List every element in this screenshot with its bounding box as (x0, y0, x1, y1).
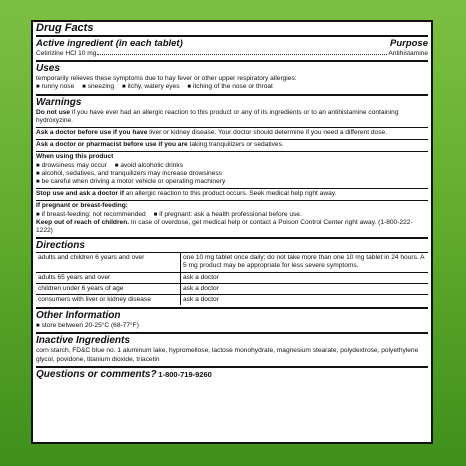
directions-what: ask a doctor (181, 295, 429, 306)
divider (36, 151, 428, 152)
when-using-heading: When using this product (36, 153, 114, 161)
directions-who: adults and children 6 years and over (36, 253, 181, 272)
drug-facts-title: Drug Facts (36, 22, 94, 34)
keep-out-label: Keep out of reach of children. (36, 218, 130, 226)
ask-pharmacist-warning (36, 141, 428, 149)
directions-what: ask a doctor (181, 283, 429, 294)
leader-dots (97, 54, 387, 55)
directions-heading: Directions (36, 240, 85, 252)
table-row (36, 253, 428, 272)
do-not-use-text: if you have ever had an allergic reaction to this product or any of its ingredients or to an antihistamine containing hydroxyzine. (36, 108, 399, 124)
when-using-item: ■ drowsiness may occur (36, 162, 107, 169)
divider (36, 200, 428, 201)
warnings-heading: Warnings (36, 96, 82, 108)
when-using-item: ■ be careful when driving a motor vehicle or operating machinery (36, 178, 428, 186)
when-using-item: ■ alcohol, sedatives, and tranquilizers may increase drowsiness (36, 170, 428, 178)
ask-doctor-warning (36, 129, 428, 137)
directions-what: one 10 mg tablet once daily; do not take more than one 10 mg tablet in 24 hours. A 5 mg product may be appropriate for less severe symptoms. (181, 253, 429, 272)
uses-item: ■ itchy, watery eyes (122, 83, 180, 90)
other-information-heading: Other Information (36, 310, 121, 322)
uses-heading: Uses (36, 63, 60, 75)
inactive-ingredients-section (36, 332, 428, 365)
uses-text: temporarily relieves these symptoms due to hay fever or other upper respiratory allergies: (36, 75, 297, 83)
ask-pharmacist-label: Ask a doctor or pharmacist before use if you are (36, 141, 188, 149)
ask-doctor-text: liver or kidney disease. Your doctor should determine if you need a different dose. (147, 129, 388, 137)
questions-phone: 1-800-719-9260 (158, 369, 212, 379)
table-row (36, 272, 428, 283)
when-using-row (36, 162, 428, 170)
stop-use-label: Stop use and ask a doctor if (36, 190, 124, 198)
active-ingredient-heading: Active ingredient (in each tablet) (36, 38, 183, 49)
do-not-use-label: Do not use (36, 108, 71, 116)
keep-out-of-reach-warning (36, 219, 428, 235)
drug-facts-panel (31, 20, 433, 444)
uses-section (36, 60, 428, 93)
stop-use-warning (36, 190, 428, 198)
uses-list (36, 83, 428, 91)
warnings-section (36, 94, 428, 238)
directions-who: adults 65 years and over (36, 272, 181, 283)
ask-doctor-label: Ask a doctor before use if you have (36, 129, 148, 137)
active-ingredient-name: Cetirizine HCl 10 mg (36, 50, 97, 57)
pregnancy-item: ■ if pregnant: ask a health professional before use. (154, 211, 302, 218)
active-ingredient-purpose: Antihistamine (388, 50, 428, 57)
pregnancy-row (36, 211, 428, 219)
uses-item: ■ sneezing (82, 83, 114, 90)
divider (36, 127, 428, 128)
inactive-ingredients-heading: Inactive Ingredients (36, 335, 130, 347)
questions-section (36, 366, 428, 383)
questions-heading: Questions or comments? (36, 368, 157, 380)
purpose-heading: Purpose (389, 38, 428, 49)
divider (36, 188, 428, 189)
directions-who: consumers with liver or kidney disease (36, 295, 181, 306)
directions-who: children under 6 years of age (36, 283, 181, 294)
uses-item: ■ runny nose (36, 83, 74, 90)
other-information-section (36, 307, 428, 332)
directions-table (36, 252, 428, 305)
table-row (36, 295, 428, 306)
table-row (36, 283, 428, 294)
divider (36, 139, 428, 140)
inactive-ingredients-text: corn starch, FD&C blue no. 1 aluminum lake, hypromellose, lactose monohydrate, magnesium stearate, polydextrose, polyethylene glycol, povidone, titanium dioxide, triacetin (36, 347, 419, 363)
directions-what: ask a doctor (181, 272, 429, 283)
other-information-item: ■ store between 20-25°C (68-77°F) (36, 322, 428, 330)
keep-out-text: In case of overdose, get medical help or contact a Poison Control Center right away. (1-800-222-1222) (36, 218, 413, 235)
pregnancy-item: ■ if breast-feeding: not recommended (36, 211, 146, 218)
ask-pharmacist-text: taking tranquilizers or sedatives. (187, 141, 284, 149)
stop-use-text: an allergic reaction to this product occurs. Seek medical help right away. (123, 190, 337, 198)
directions-section (36, 237, 428, 307)
active-ingredient-section (36, 35, 428, 60)
when-using-item: ■ avoid alcoholic drinks (115, 162, 183, 169)
pregnancy-heading: If pregnant or breast-feeding: (36, 202, 128, 210)
uses-item: ■ itching of the nose or throat (187, 83, 273, 90)
do-not-use-warning (36, 109, 428, 125)
